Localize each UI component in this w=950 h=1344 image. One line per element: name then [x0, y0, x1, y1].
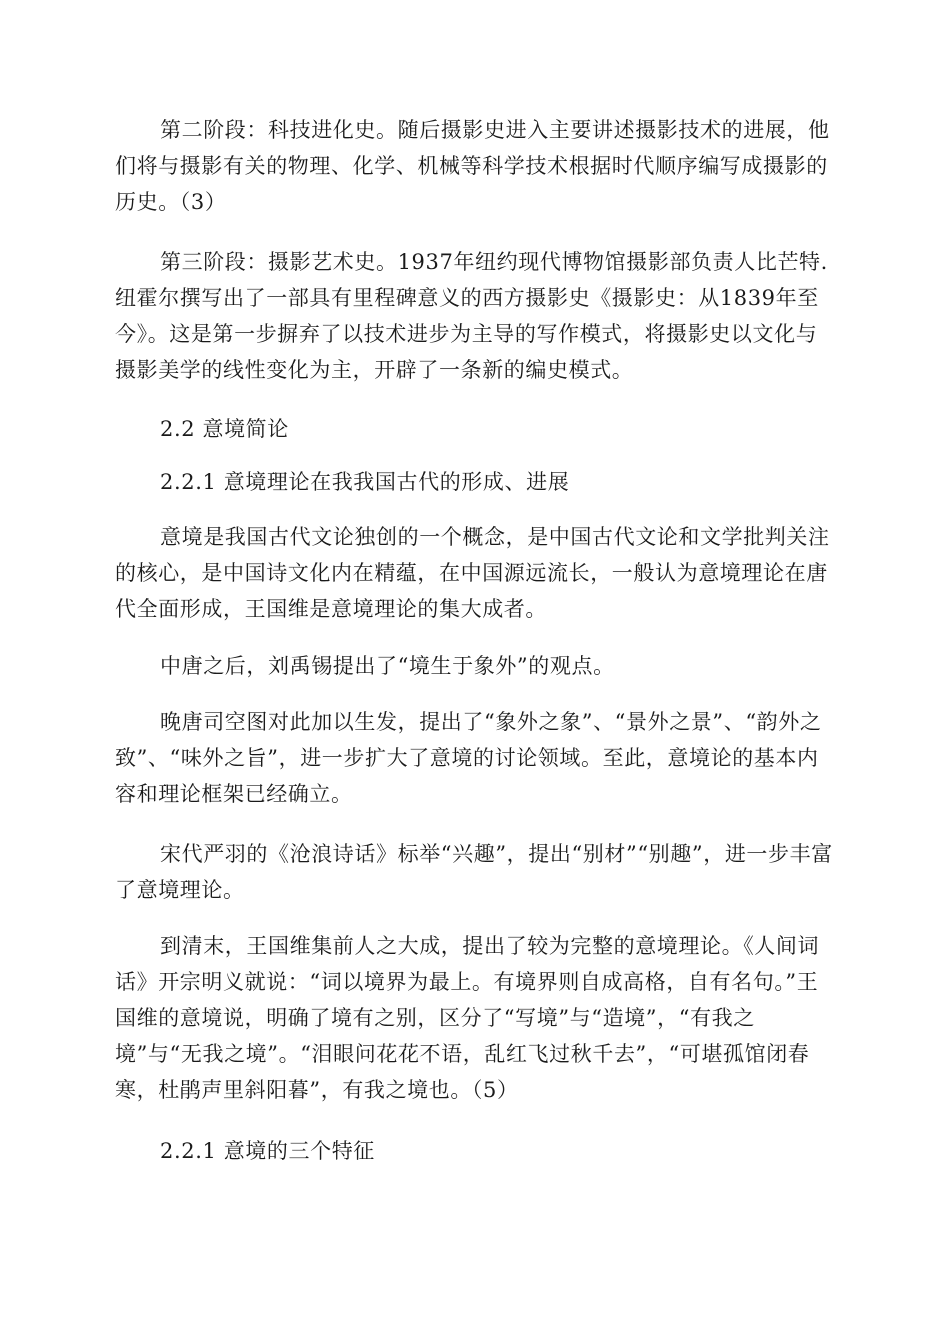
- paragraph-text: 晚唐司空图对此加以生发，提出了“象外之象”、“景外之景”、“韵外之致”、“味外之旨”，进一步扩大了意境的讨论领域。至此，意境论的基本内容和理论框架已经确立。: [115, 710, 822, 806]
- paragraph-sikong-tu: [115, 704, 835, 812]
- paragraph-yijing-concept: [115, 519, 835, 627]
- section-heading-three-features: 2.2.1 意境的三个特征: [160, 1139, 375, 1163]
- paragraph-text: 中唐之后，刘禹锡提出了“境生于象外”的观点。: [160, 654, 615, 678]
- section-heading-2-2: 2.2 意境简论: [160, 417, 289, 441]
- paragraph-text: 宋代严羽的《沧浪诗话》标举“兴趣”，提出“别材”“别趣”，进一步丰富了意境理论。: [115, 842, 833, 902]
- paragraph-text: 到清末，王国维集前人之大成，提出了较为完整的意境理论。《人间词话》开宗明义就说：“词以境界为最上。有境界则自成高格，自有名句。”王国维的意境说，明确了境有之别，区分了“写境”与“造境”，“有我之境”与“无我之境”。“泪眼问花花不语，乱红飞过秋千去”，“可堪孤馆闭春寒，杜鹃声里斜阳暮”，有我之境也。（5）: [115, 934, 820, 1102]
- section-heading-2-2-1: 2.2.1 意境理论在我我国古代的形成、进展: [160, 470, 570, 494]
- paragraph-text: 意境是我国古代文论独创的一个概念，是中国古代文论和文学批判关注的核心，是中国诗文化内在精蕴，在中国源远流长，一般认为意境理论在唐代全面形成，王国维是意境理论的集大成者。: [115, 525, 830, 621]
- paragraph-wang-guowei: [115, 928, 835, 1108]
- paragraph-text: 第三阶段：摄影艺术史。1937年纽约现代博物馆摄影部负责人比芒特.纽霍尔撰写出了一部具有里程碑意义的西方摄影史《摄影史：从1839年至今》。这是第一步摒弃了以技术进步为主导的写作模式，将摄影史以文化与摄影美学的线性变化为主，开辟了一条新的编史模式。: [115, 250, 828, 382]
- paragraph-text: 第二阶段：科技进化史。随后摄影史进入主要讲述摄影技术的进展，他们将与摄影有关的物理、化学、机械等科学技术根据时代顺序编写成摄影的历史。（3）: [115, 118, 830, 214]
- paragraph-yan-yu: [115, 836, 835, 908]
- paragraph-stage-two: [115, 112, 835, 220]
- paragraph-liu-yuxi: [115, 648, 835, 684]
- paragraph-stage-three: [115, 244, 835, 388]
